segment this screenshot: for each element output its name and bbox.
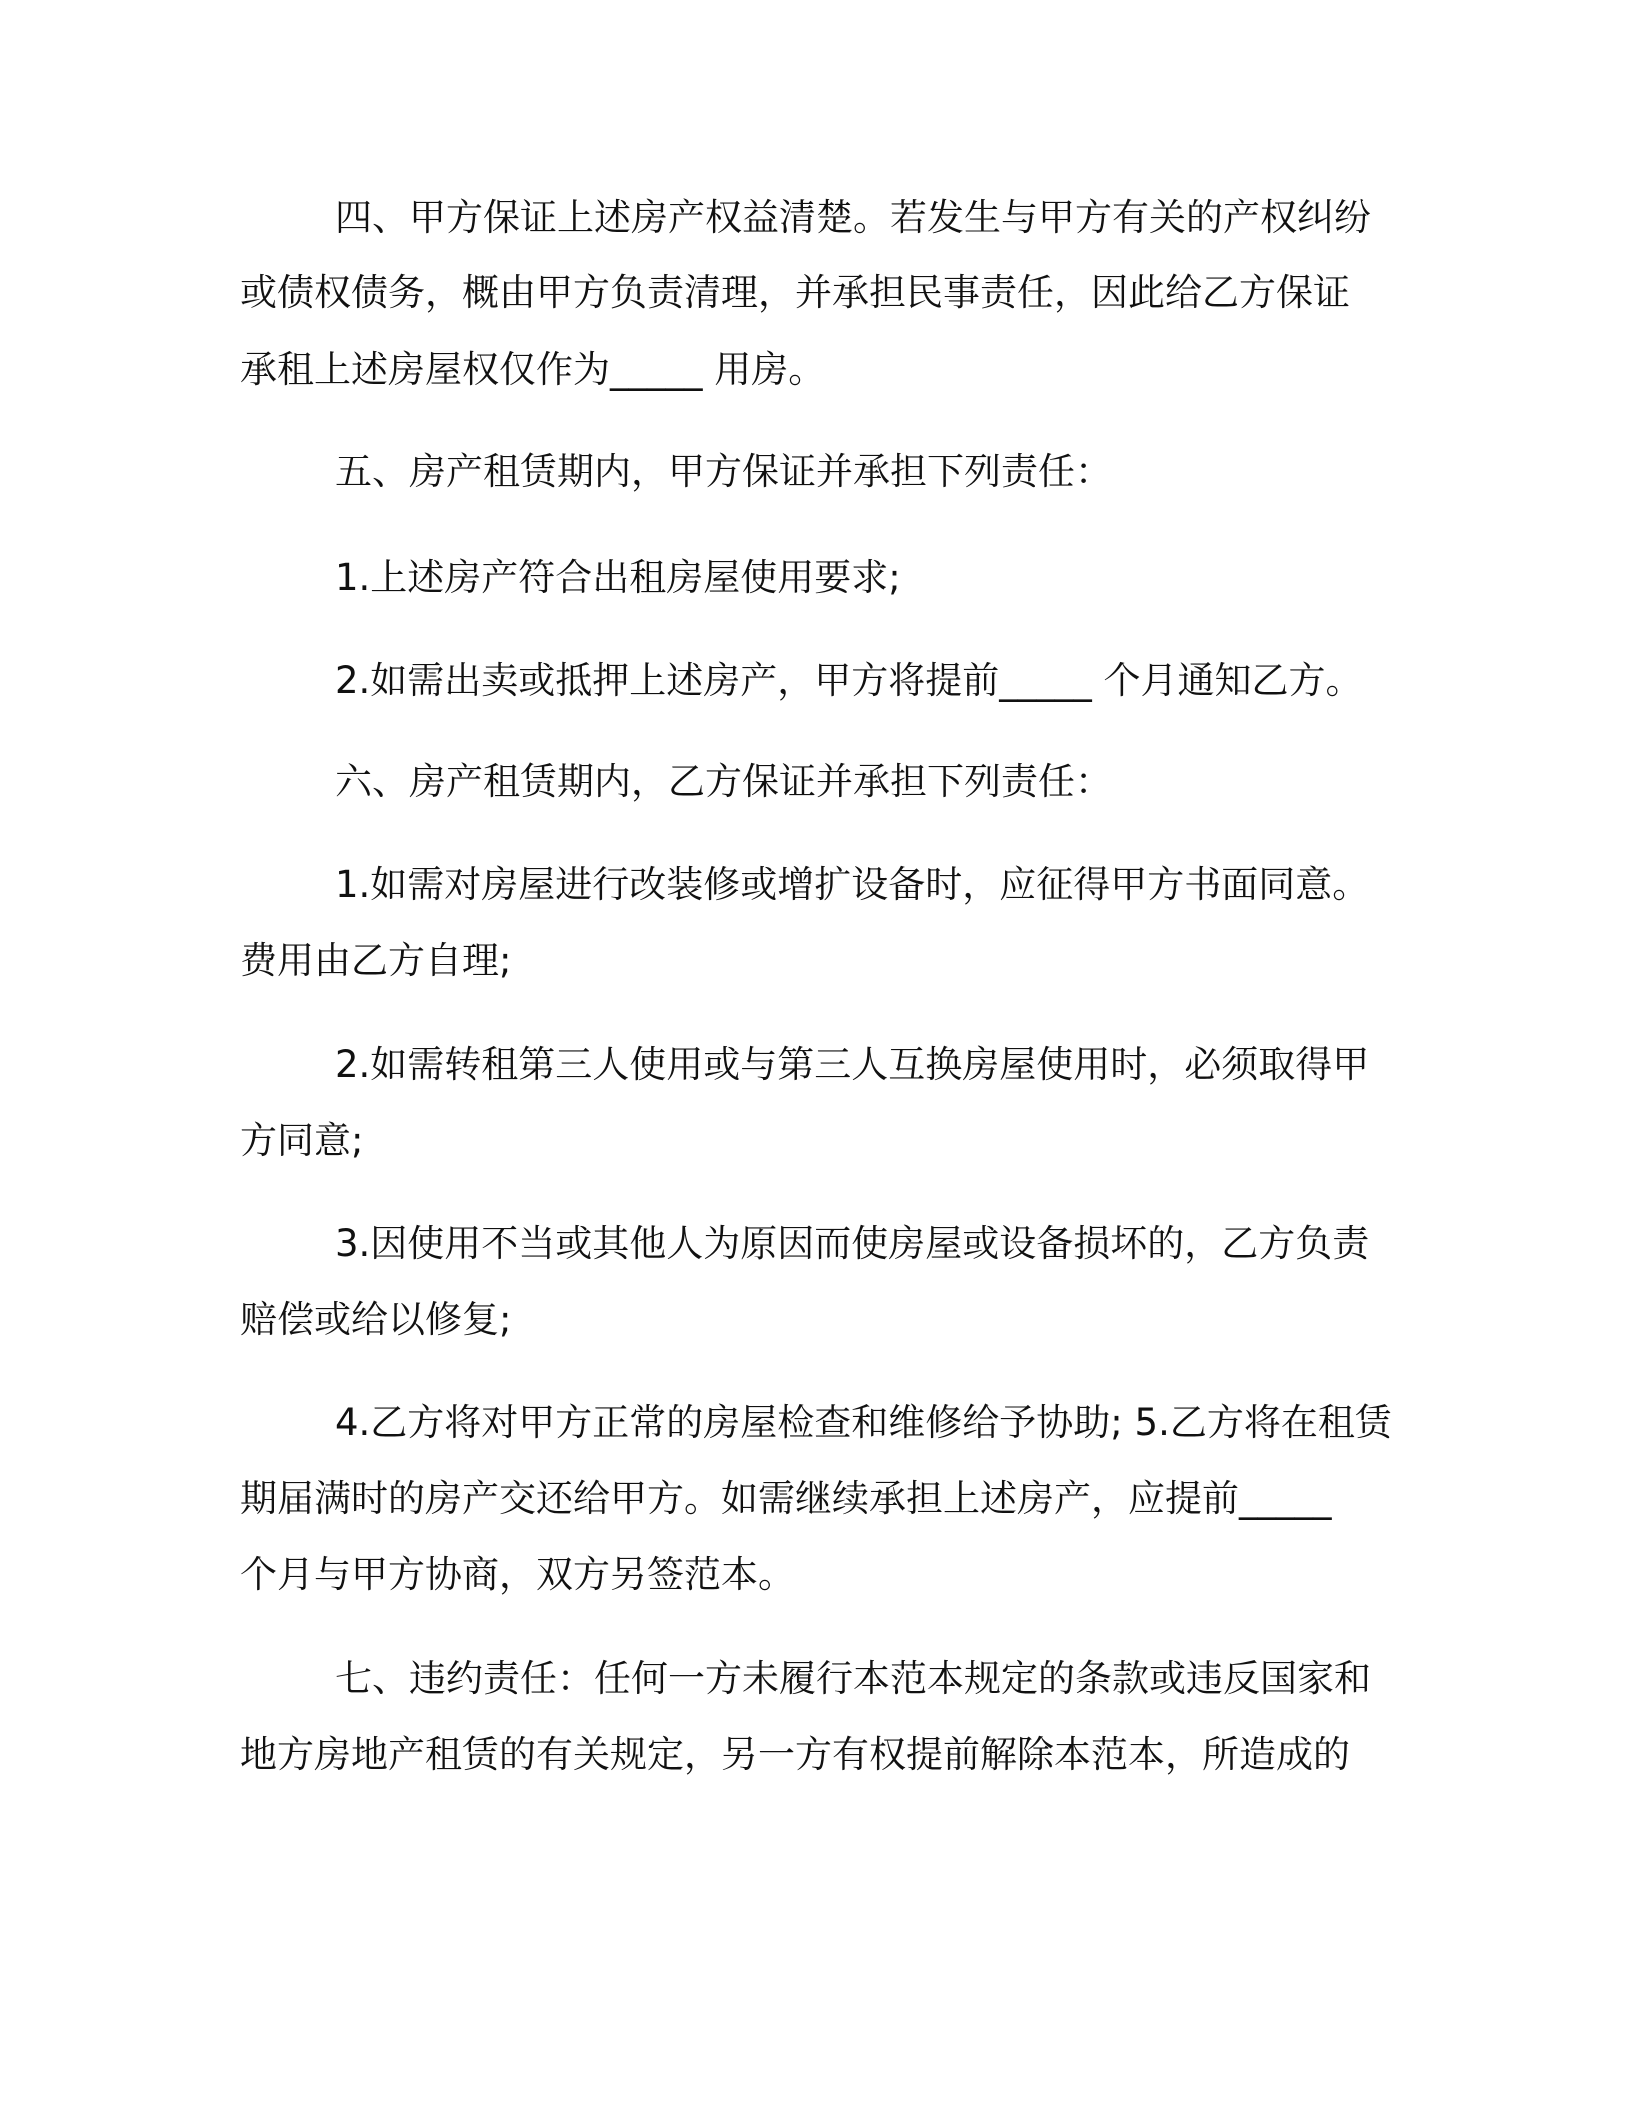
clause-6-item-1-line-1: 1.如需对房屋进行改装修或增扩设备时，应征得甲方书面同意。 xyxy=(335,863,1370,906)
clause-6-item-1-line-2: 费用由乙方自理; xyxy=(240,939,512,982)
clause-6-item-2-line-1: 2.如需转租第三人使用或与第三人互换房屋使用时，必须取得甲 xyxy=(335,1043,1370,1086)
clause-6-item-4-line-1: 4.乙方将对甲方正常的房屋检查和维修给予协助; 5.乙方将在租赁 xyxy=(335,1401,1392,1444)
clause-6-heading: 六、房产租赁期内，乙方保证并承担下列责任： xyxy=(335,760,1112,803)
clause-5-item-2: 2.如需出卖或抵押上述房产，甲方将提前_____ 个月通知乙方。 xyxy=(335,659,1363,702)
clause-6-item-3-line-1: 3.因使用不当或其他人为原因而使房屋或设备损坏的，乙方负责 xyxy=(335,1222,1370,1265)
clause-6-item-2-line-2: 方同意; xyxy=(240,1119,364,1162)
clause-6-item-5-line-2: 个月与甲方协商，双方另签范本。 xyxy=(240,1553,795,1596)
clause-7-line-2: 地方房地产租赁的有关规定，另一方有权提前解除本范本，所造成的 xyxy=(240,1733,1350,1776)
clause-5-item-1: 1.上述房产符合出租房屋使用要求; xyxy=(335,556,901,599)
clause-4-line-2: 或债权债务，概由甲方负责清理，并承担民事责任，因此给乙方保证 xyxy=(240,271,1350,314)
clause-7-line-1: 七、违约责任：任何一方未履行本范本规定的条款或违反国家和 xyxy=(335,1657,1371,1700)
clause-5-heading: 五、房产租赁期内，甲方保证并承担下列责任： xyxy=(335,450,1112,493)
clause-6-item-3-line-2: 赔偿或给以修复; xyxy=(240,1298,512,1341)
clause-6-item-5-line-1: 期届满时的房产交还给甲方。如需继续承担上述房产，应提前_____ xyxy=(240,1477,1332,1520)
clause-4-line-1: 四、甲方保证上述房产权益清楚。若发生与甲方有关的产权纠纷 xyxy=(335,196,1371,239)
clause-4-line-3: 承租上述房屋权仅作为_____ 用房。 xyxy=(240,348,826,391)
